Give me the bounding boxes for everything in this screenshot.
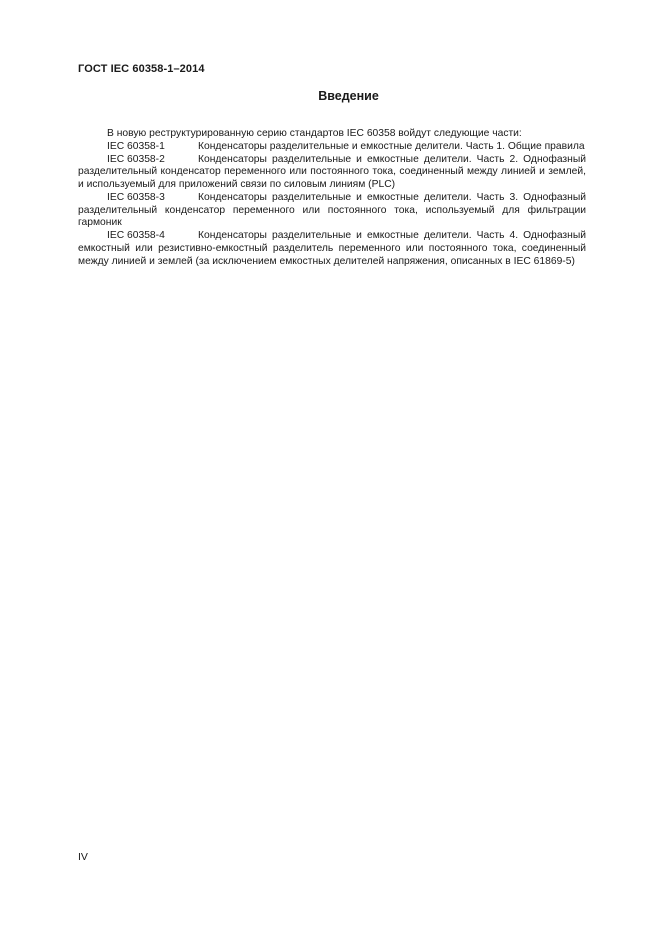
part-item-1 [78,141,586,154]
intro-paragraph: В новую реструктурированную серию стандартов IEC 60358 войдут следующие части: [107,128,522,139]
section-title: Введение [318,89,379,103]
part-code: IEC 60358-4 [107,230,165,241]
part-code: IEC 60358-3 [107,191,165,203]
part-item-3 [78,192,586,230]
part-code: IEC 60358-1 [107,140,165,152]
part-item-2 [78,154,586,192]
part-description: Конденсаторы разделительные и емкостные делители. Часть 2. Однофазный разделительный конденсатор переменного или постоянного тока, соединенный между линией и землей, и используемый для приложений связи по силовым линиям (PLC) [78,153,586,190]
part-code: IEC 60358-2 [107,153,165,165]
section-body [78,128,586,268]
part-description: Конденсаторы разделительные и емкостные делители. Часть 4. Однофазный емкостный или резистивно-емкостный разделитель переменного или постоянного тока, соединенный между линией и землей (за исключением емкостных делителей напряжения, описанных в IEC 61869-5) [78,230,586,267]
page-number: IV [78,851,88,863]
document-header-code: ГОСТ IEC 60358-1–2014 [78,63,205,75]
part-item-4 [78,230,586,268]
part-description: Конденсаторы разделительные и емкостные делители. Часть 1. Общие правила [198,140,585,152]
part-description: Конденсаторы разделительные и емкостные делители. Часть 3. Однофазный разделительный конденсатор переменного или постоянного тока, используемый для фильтрации гармоник [78,191,586,229]
